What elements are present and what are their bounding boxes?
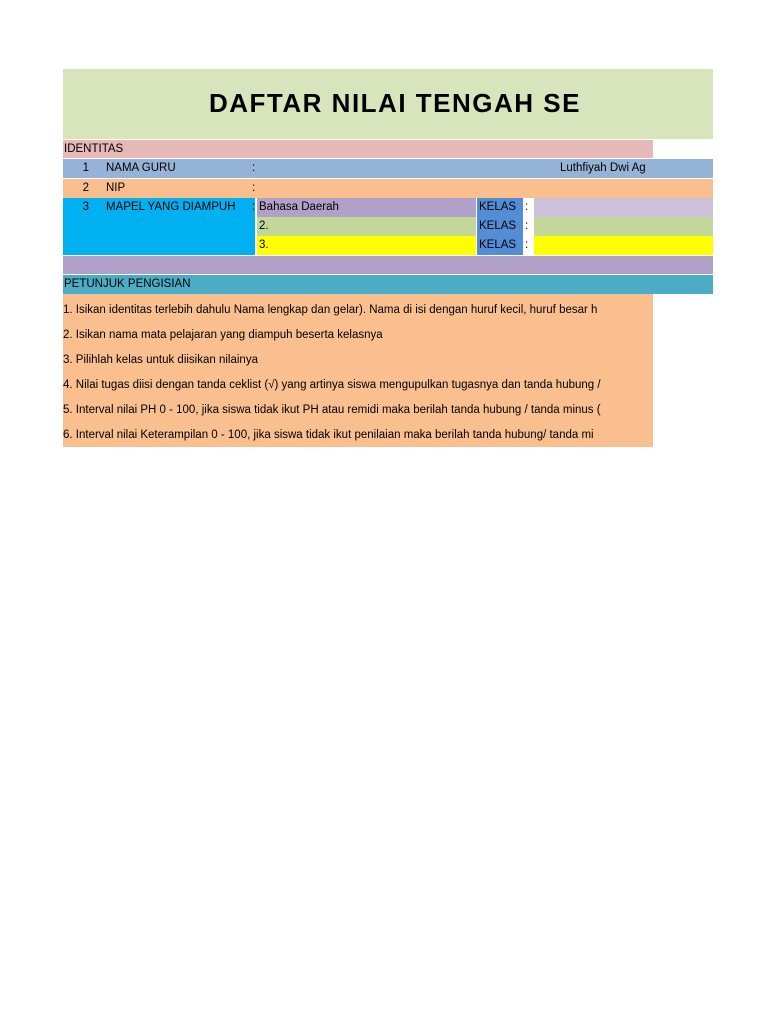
guru-name-value[interactable]: Luthfiyah Dwi Ag: [560, 162, 646, 174]
instruction-item: 2. Isikan nama mata pelajaran yang diampuh beserta kelasnya: [63, 329, 383, 341]
kelas-1-value[interactable]: [534, 198, 713, 217]
identitas-header: [63, 140, 653, 158]
row-number: 1: [82, 162, 89, 174]
kelas-separator: :: [525, 220, 529, 232]
instruction-item: 6. Interval nilai Keterampilan 0 - 100, jika siswa tidak ikut penilaian maka berilah tanda hubung/ tanda mi: [63, 429, 594, 441]
instruction-item: 5. Interval nilai PH 0 - 100, jika siswa tidak ikut PH atau remidi maka berilah tanda hubung / tanda minus (: [63, 404, 601, 416]
kelas-2-value[interactable]: [534, 217, 713, 236]
separator: :: [252, 162, 256, 174]
row-number: 3: [82, 201, 89, 213]
kelas-separator: :: [525, 201, 529, 213]
separator: :: [252, 182, 256, 194]
kelas-label: KELAS: [477, 236, 523, 255]
kelas-3-value[interactable]: [534, 236, 713, 255]
kelas-separator: :: [525, 239, 529, 251]
kelas-label: KELAS: [477, 198, 523, 217]
subject-2-value[interactable]: 2.: [257, 217, 476, 236]
kelas-label: KELAS: [477, 217, 523, 236]
page-title: DAFTAR NILAI TENGAH SE: [209, 88, 581, 118]
nip-value[interactable]: [260, 179, 710, 198]
row-number: 2: [82, 182, 89, 194]
identitas-label: IDENTITAS: [64, 143, 124, 155]
instructions-block: [63, 294, 653, 447]
instruction-item: 1. Isikan identitas terlebih dahulu Nama lengkap dan gelar). Nama di isi dengan huruf kecil, huruf besar h: [63, 304, 598, 316]
row-nama-guru[interactable]: [63, 159, 713, 178]
subject-1-value[interactable]: Bahasa Daerah: [257, 198, 476, 217]
instruction-item: 4. Nilai tugas diisi dengan tanda ceklist (√) yang artinya siswa mengupulkan tugasnya dan tanda hubung /: [63, 379, 601, 391]
title-band: [63, 69, 713, 139]
petunjuk-label: PETUNJUK PENGISIAN: [64, 278, 191, 290]
row-mapel-1[interactable]: [63, 198, 713, 217]
instruction-item: 3. Pilihlah kelas untuk diisikan nilainya: [63, 354, 258, 366]
row-mapel-2[interactable]: [63, 217, 713, 236]
subject-3-value[interactable]: 3.: [257, 236, 476, 255]
petunjuk-header: [63, 275, 713, 294]
field-label: NIP: [106, 182, 126, 194]
row-mapel-3[interactable]: [63, 236, 713, 255]
separator-band: [63, 256, 713, 274]
field-label: NAMA GURU: [106, 162, 176, 174]
field-label: MAPEL YANG DIAMPUH: [106, 201, 236, 213]
row-nip[interactable]: [63, 179, 713, 198]
separator: :: [252, 201, 256, 213]
